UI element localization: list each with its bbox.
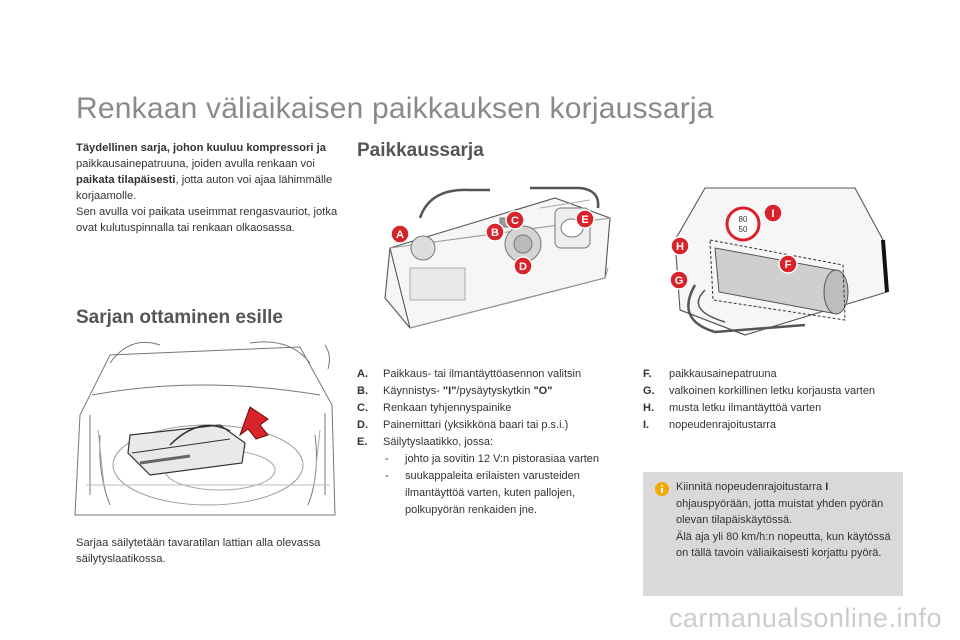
kit-box-in-trunk <box>128 425 245 475</box>
speed-limit-sticker <box>727 208 759 240</box>
callout-b <box>486 223 504 241</box>
list-text: johto ja sovitin 12 V:n pistorasiaa varten <box>405 453 600 465</box>
page-title: Renkaan väliaikaisen paikkauksen korjaussarja <box>76 92 714 125</box>
list-key: F. <box>643 368 652 380</box>
list-key: G. <box>643 385 655 397</box>
list-key: E. <box>357 436 368 448</box>
svg-text:D: D <box>519 261 527 273</box>
svg-text:G: G <box>674 275 684 287</box>
info-box <box>643 472 903 596</box>
list-item <box>643 366 913 383</box>
list-text: Paikkaus- tai ilmantäyttöasennon valitsin <box>383 368 582 380</box>
list-text: paikkausainepatruuna <box>669 368 777 380</box>
list-item <box>643 400 913 417</box>
callout-e <box>576 210 594 228</box>
list-key: I. <box>643 419 650 431</box>
list-key: C. <box>357 402 368 414</box>
list-text: musta letku ilmantäyttöä varten <box>669 402 822 414</box>
section-heading-repair-kit: Paikkaussarja <box>357 140 484 161</box>
list-item <box>357 417 625 434</box>
callout-c <box>506 211 524 229</box>
svg-text:50: 50 <box>738 225 748 234</box>
list-text-bold: "O" <box>533 385 553 397</box>
info-text-bold: I <box>825 481 829 493</box>
callout-a <box>391 225 409 243</box>
callout-f <box>779 255 797 273</box>
list-text-bold: "I" <box>442 385 457 397</box>
section-heading-removal: Sarjan ottaminen esille <box>76 307 283 328</box>
list-item <box>357 400 625 417</box>
info-text-a: Kiinnitä nopeudenrajoitustarra <box>676 481 826 493</box>
info-line-2: Älä aja yli 80 km/h:n nopeutta, kun käytössä on tällä tavoin väliaikaisesti korjattu pyörä. <box>676 530 891 559</box>
intro-p1-a: paikkausainepatruuna, joiden avulla renkaan voi <box>76 158 315 170</box>
callout-g <box>670 271 688 289</box>
list-text: Renkaan tyhjennyspainike <box>383 402 512 414</box>
svg-text:80: 80 <box>738 215 748 224</box>
list-item <box>357 383 625 400</box>
intro-paragraph-2: Sen avulla voi paikata useimmat rengasvauriot, jotka ovat kulutuspinnalla tai renkaan olkaosassa. <box>76 206 338 234</box>
svg-text:A: A <box>396 229 404 241</box>
list-item <box>643 383 913 400</box>
list-key: B. <box>357 385 368 397</box>
list-dash: - <box>385 470 389 482</box>
svg-text:E: E <box>581 214 589 226</box>
list-text: Käynnistys- <box>383 385 443 397</box>
callout-d <box>514 257 532 275</box>
callout-i <box>764 204 782 222</box>
list-text: /pysäytyskytkin <box>456 385 534 397</box>
watermark: carmanualsonline.info <box>668 603 942 633</box>
svg-text:H: H <box>676 241 684 253</box>
list-subitem <box>357 468 625 519</box>
arrow-red <box>240 407 268 439</box>
intro-p1-bold: paikata tilapäisesti <box>76 174 176 186</box>
list-text: nopeudenrajoitustarra <box>669 419 777 431</box>
intro-lead: Täydellinen sarja, johon kuuluu kompressori ja <box>76 142 326 154</box>
info-text <box>676 479 891 562</box>
sealant-case-illustration <box>655 180 915 340</box>
parts-list-left <box>357 366 625 519</box>
list-text: valkoinen korkillinen letku korjausta varten <box>669 385 876 397</box>
intro-p1-b: , jotta auton voi ajaa lähimmälle korjaamolle. <box>76 174 333 202</box>
callout-h <box>671 237 689 255</box>
list-item <box>357 434 625 451</box>
trunk-illustration <box>70 335 345 525</box>
svg-text:I: I <box>771 208 775 220</box>
removal-caption: Sarjaa säilytetään tavaratilan lattian alla olevassa säilytyslaatikossa. <box>76 537 321 565</box>
list-dash: - <box>385 453 389 465</box>
svg-text:F: F <box>784 259 792 271</box>
list-item <box>643 417 913 434</box>
parts-list-right <box>643 366 913 434</box>
list-text: Painemittari (yksikkönä baari tai p.s.i.) <box>383 419 569 431</box>
list-key: A. <box>357 368 368 380</box>
info-icon <box>655 482 669 496</box>
compressor-illustration <box>380 178 630 338</box>
list-item <box>357 366 625 383</box>
list-subitem <box>357 451 625 468</box>
list-text: suukappaleita erilaisten varusteiden ilmantäyttöä varten, kuten pallojen, polkupyörän renkaiden jne. <box>405 470 580 516</box>
list-key: H. <box>643 402 654 414</box>
svg-text:B: B <box>491 227 499 239</box>
intro-paragraph-1 <box>76 156 346 204</box>
intro-text <box>76 140 346 236</box>
svg-text:C: C <box>511 215 519 227</box>
list-text: Säilytyslaatikko, jossa: <box>383 436 494 448</box>
list-key: D. <box>357 419 368 431</box>
info-text-b: ohjauspyörään, jotta muistat yhden pyörän olevan tilapäiskäytössä. <box>676 497 884 526</box>
info-line-1 <box>676 479 891 529</box>
